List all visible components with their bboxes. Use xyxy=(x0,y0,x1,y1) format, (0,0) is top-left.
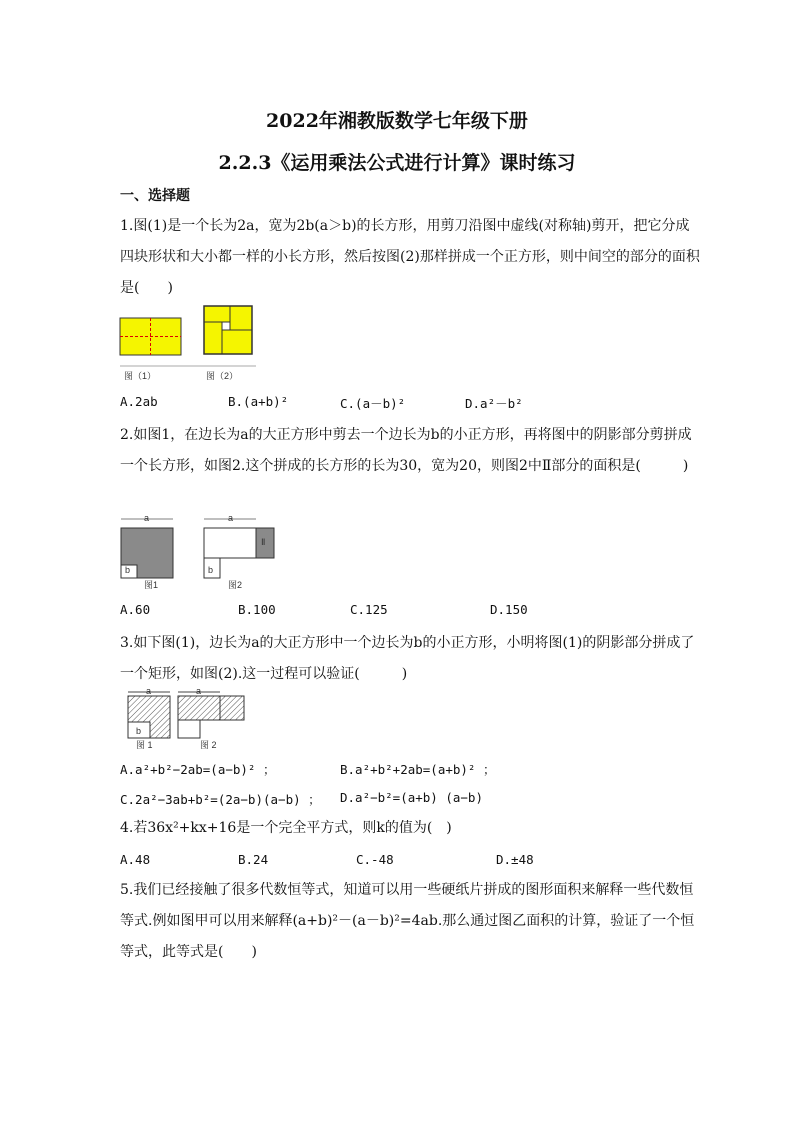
q3-option-d: D.a²−b²=(a+b) (a−b) xyxy=(340,790,483,805)
question-1-figure xyxy=(118,302,258,384)
q2-option-b: B.100 xyxy=(238,602,276,617)
svg-text:a: a xyxy=(146,688,152,696)
q4-option-b: B.24 xyxy=(238,852,269,867)
question-2-figure xyxy=(118,512,280,592)
q2-option-c: C.125 xyxy=(350,602,388,617)
svg-text:a: a xyxy=(228,513,234,523)
page-title: 2022年湘教版数学七年级下册 xyxy=(266,110,528,132)
q1-option-b: B.(a+b)² xyxy=(228,394,289,409)
figure-caption-2: 图（2） xyxy=(206,371,239,381)
figure-caption-1: 图1 xyxy=(144,580,159,590)
svg-text:b: b xyxy=(136,726,142,736)
page-subtitle: 2.2.3《运用乘法公式进行计算》课时练习 xyxy=(218,152,576,174)
q1-option-d: D.a²－b² xyxy=(465,396,523,411)
question-5-text: 5.我们已经接触了很多代数恒等式，知道可以用一些硬纸片拼成的图形面积来解释一些代数恒等式.例如图甲可以用来解释(a+b)²－(a－b)²=4ab.那么通过图乙面积的计算，验证了一个恒等式，此等式是( ) xyxy=(120,882,695,960)
svg-text:b: b xyxy=(208,565,214,575)
figure-caption-1: 图 1 xyxy=(136,740,153,750)
q2-option-d: D.150 xyxy=(490,602,528,617)
q3-option-a: A.a²+b²−2ab=(a−b)² ； xyxy=(120,762,276,777)
question-3-text: 3.如下图(1)，边长为a的大正方形中一个边长为b的小正方形，小明将图(1)的阴影部分拼成了一个矩形，如图(2).这一过程可以验证( ) xyxy=(120,635,695,682)
q4-option-d: D.±48 xyxy=(496,852,534,867)
question-3-figure xyxy=(120,688,248,750)
q3-option-b: B.a²+b²+2ab=(a+b)² ； xyxy=(340,762,496,777)
figure-caption-2: 图 2 xyxy=(200,740,217,750)
question-2-text: 2.如图1，在边长为a的大正方形中剪去一个边长为b的小正方形，再将图中的阴影部分剪拼成一个长方形，如图2.这个拼成的长方形的长为30，宽为20，则图2中Ⅱ部分的面积是( ) xyxy=(120,427,692,474)
region-label: Ⅱ xyxy=(261,537,266,547)
q4-option-a: A.48 xyxy=(120,852,151,867)
question-4-text: 4.若36x²+kx+16是一个完全平方式，则k的值为( ) xyxy=(120,820,452,836)
svg-text:b: b xyxy=(125,565,131,575)
figure-hole xyxy=(222,322,230,330)
q2-option-a: A.60 xyxy=(120,602,151,617)
q1-option-c: C.(a－b)² xyxy=(340,396,406,411)
figure-caption-2: 图2 xyxy=(228,580,243,590)
question-1-text: 1.图(1)是一个长为2a，宽为2b(a＞b)的长方形，用剪刀沿图中虚线(对称轴)剪开，把它分成四块形状和大小都一样的小长方形，然后按图(2)那样拼成一个正方形，则中间空的部分的面积是( ) xyxy=(120,218,700,296)
svg-text:a: a xyxy=(196,688,202,696)
section-heading: 一、选择题 xyxy=(120,188,190,204)
q1-option-a: A.2ab xyxy=(120,394,158,409)
q4-option-c: C.-48 xyxy=(356,852,394,867)
figure-caption-1: 图（1） xyxy=(124,371,157,381)
q3-option-c: C.2a²−3ab+b²=(2a−b)(a−b) ； xyxy=(120,792,321,807)
svg-text:a: a xyxy=(144,513,150,523)
